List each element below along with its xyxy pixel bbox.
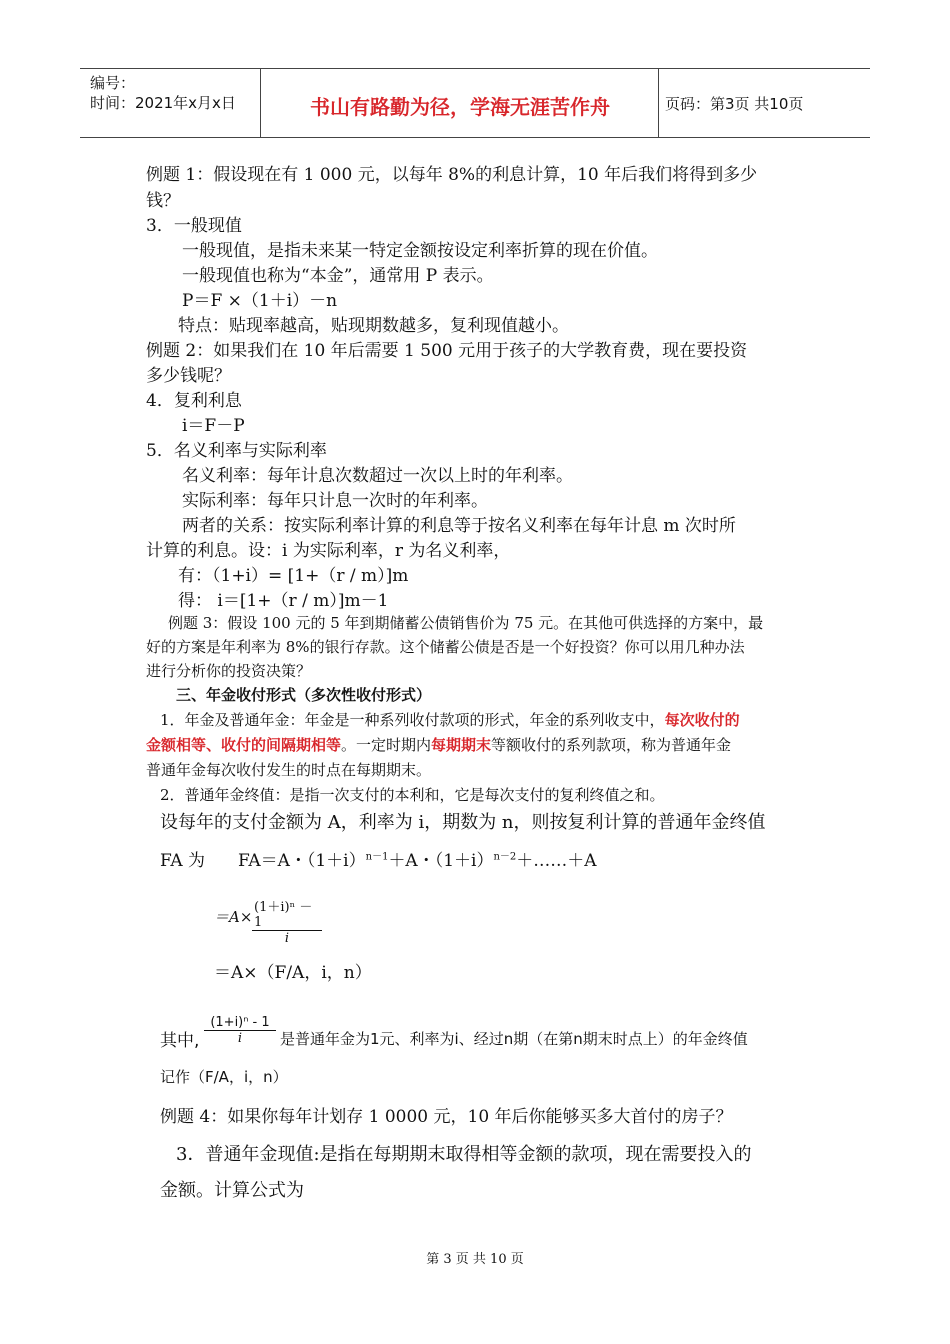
fraction-denominator: i [284,931,290,946]
fa-formula-part: ＋……＋A [516,851,597,871]
annuity-1-line-3: 普通年金每次收付发生的时点在每期期末。 [146,761,432,779]
section-4-formula: i＝F－P [182,416,245,436]
fraction-numerator: (1＋i)ⁿ －1 [254,900,313,930]
example-4: 例题 4：如果你每年计划存 1 0000 元，10 年后你能够买多大首付的房子？ [160,1107,733,1127]
annuity-1-highlight: 金额相等、收付的间隔期相等 [146,736,342,754]
section-5-relation-1: 两者的关系：按实际利率计算的利息等于按名义利率在每年计息 m 次时所 [182,516,736,536]
example-2-line-2: 多少钱呢？ [146,366,231,386]
fa-exponent: n－2 [493,851,517,863]
where-fraction [204,1015,276,1046]
section-5-get: 得： i＝[1+（r / m）]m－1 [178,591,389,611]
annuity-1-highlight: 每期期末 [431,736,492,754]
fa-label: FA 为 [160,851,205,871]
header-page: 页码：第3页 共10页 [665,95,804,113]
section-5-real: 实际利率：每年只计息一次时的年利率。 [182,491,488,511]
header-divider [260,69,261,137]
annuity-3-line-1: 3．普通年金现值:是指在每期期末取得相等金额的款项，现在需要投入的 [176,1144,752,1165]
section-5-nominal: 名义利率：每年计息次数超过一次以上时的年利率。 [182,466,573,486]
example-1-line-2: 钱？ [146,191,180,211]
header-number: 编号： [90,74,136,92]
fa-formula [238,846,597,871]
section-4-title: 4．复利利息 [146,391,242,411]
header-time: 时间：2021年x月x日 [90,94,236,112]
annuity-3-line-2: 金额。计算公式为 [160,1180,304,1201]
annuity-1-text: 等额收付的系列款项，称为普通年金 [491,736,732,754]
page-footer: 第 3 页 共 10 页 [426,1252,524,1267]
where-note: 记作（F/A，i，n） [160,1068,288,1086]
header-motto: 书山有路勤为径，学海无涯苦作舟 [310,95,610,119]
example-1-line-1: 例题 1：假设现在有 1 000 元，以每年 8%的利息计算，10 年后我们将得到多少 [146,165,758,185]
example-3-line-3: 进行分析你的投资决策？ [146,662,312,680]
section-5-relation-2: 计算的利息。设：i 为实际利率，r 为名义利率， [146,541,511,561]
section-3-title: 3．一般现值 [146,216,242,236]
section-3-alias: 一般现值也称为“本金”，通常用 P 表示。 [182,266,494,286]
eq-table-form: ＝A×（F/A，i，n） [214,963,372,983]
annuity-1-text: 。一定时期内 [341,736,432,754]
section-5-title: 5．名义利率与实际利率 [146,441,327,461]
section-5-have: 有：（1+i）= [1+（r / m）]m [178,566,409,586]
header-divider [658,69,659,137]
annuity-1-line-2 [146,734,731,755]
annuity-1-highlight: 每次收付的 [664,711,740,729]
fraction-numerator: (1+i)ⁿ - 1 [210,1015,270,1030]
section-3-definition: 一般现值，是指未来某一特定金额按设定利率折算的现在价值。 [182,241,658,261]
example-3-line-2: 好的方案是年利率为 8%的银行存款。这个储蓄公债是否是一个好投资？你可以用几种办法 [146,638,745,656]
fraction-denominator: i [237,1031,243,1046]
fv-fraction [252,896,322,946]
fa-formula-part: ＋A・（1＋i） [388,851,494,871]
example-2-line-1: 例题 2：如果我们在 10 年后需要 1 500 元用于孩子的大学教育费，现在要投资 [146,341,748,361]
page-header [80,68,870,138]
eq-prefix: ＝A× [214,908,253,926]
section-3-feature: 特点：贴现率越高，贴现期数越多，复利现值越小。 [178,316,569,336]
part-3-title: 三、年金收付形式（多次性收付形式） [176,686,432,704]
annuity-1-text: 1．年金及普通年金：年金是一种系列收付款项的形式，年金的系列收支中， [160,711,665,729]
header-meta [90,73,236,113]
where-prefix: 其中, [160,1031,200,1051]
fa-exponent: n－1 [365,851,389,863]
fa-formula-part: FA＝A・（1＋i） [238,851,366,871]
annuity-2-setup: 设每年的支付金额为 A，利率为 i，期数为 n，则按复利计算的普通年金终值 [160,812,766,833]
annuity-1-line-1 [160,709,740,730]
where-description: 是普通年金为1元、利率为i、经过n期（在第n期末时点上）的年金终值 [280,1030,748,1048]
example-3-line-1: 例题 3：假设 100 元的 5 年到期储蓄公债销售价为 75 元。在其他可供选择的方案中，最 [168,614,764,632]
section-3-formula: P＝F ×（1＋i）－n [182,291,338,311]
annuity-2-definition: 2．普通年金终值：是指一次支付的本利和，它是每次支付的复利终值之和。 [160,786,665,804]
